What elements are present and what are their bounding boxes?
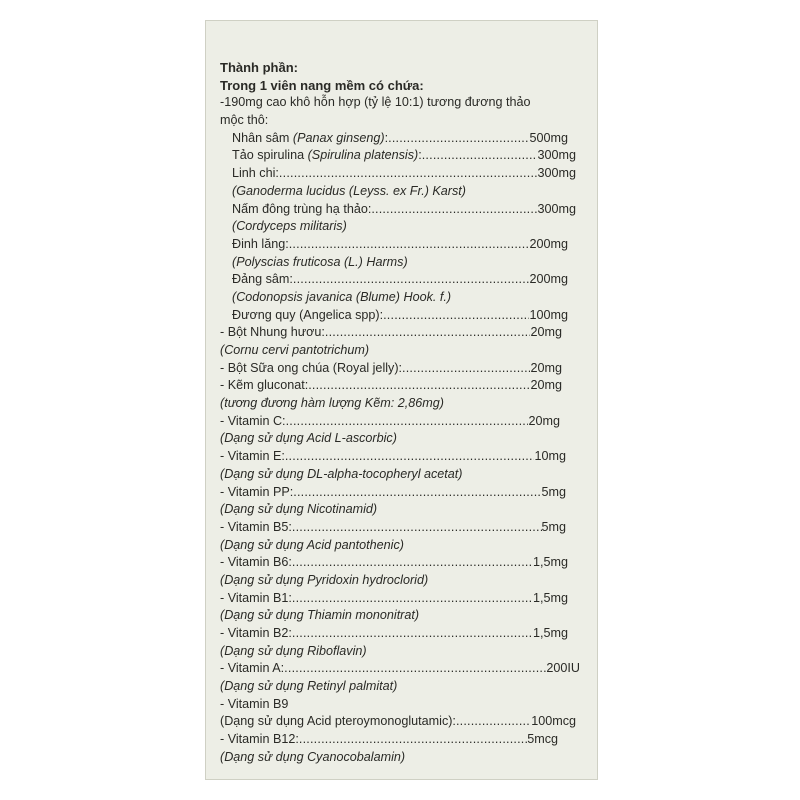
ingredient-amount: 5mcg: [527, 732, 558, 747]
ingredient-note: (Dạng sử dụng Thiamin mononitrat): [220, 608, 420, 623]
ingredient-note: (Cornu cervi pantotrichum): [220, 343, 370, 357]
ingredient-row: Nhân sâm (Panax ginseng): ..... 500mg: [220, 130, 582, 148]
ingredient-row: - Vitamin B5: ..... 5mg: [220, 519, 582, 537]
ingredient-row: (Dạng sử dụng Acid pteroymonoglutamic): ..... 100mcg: [220, 713, 582, 731]
ingredient-row: - Vitamin B2: ..... 1,5mg: [220, 625, 582, 643]
ingredient-amount: 1,5mg: [532, 590, 568, 605]
ingredients-heading: Thành phần:: [220, 60, 298, 75]
ingredient-note: (Dạng sử dụng Pyridoxin hydroclorid): [220, 572, 429, 587]
extract-intro-line-1: -190mg cao khô hỗn hợp (tỷ lệ 10:1) tương đương thảo: [220, 95, 531, 110]
ingredient-amount: 20mg: [530, 360, 562, 375]
ingredient-row: - Vitamin B1: ..... 1,5mg: [220, 590, 582, 608]
ingredient-row: - Vitamin E: ..... 10mg: [220, 448, 582, 466]
ingredient-amount: 5mg: [541, 484, 566, 499]
ingredient-note: (Polyscias fruticosa (L.) Harms): [232, 254, 408, 269]
ingredient-amount: 10mg: [534, 449, 566, 464]
capsule-subheading: Trong 1 viên nang mềm có chứa:: [220, 77, 424, 93]
ingredient-note: (Ganoderma lucidus (Leyss. ex Fr.) Karst): [232, 183, 466, 198]
ingredient-amount: 300mg: [537, 166, 576, 181]
ingredient-note: (Dạng sử dụng Acid pantothenic): [220, 537, 404, 552]
ingredient-amount: 300mg: [537, 201, 576, 216]
ingredient-row: Tảo spirulina (Spirulina platensis): ..... 300mg: [220, 147, 582, 165]
ingredient-amount: 20mg: [528, 413, 560, 428]
ingredient-note: (Dạng sử dụng Nicotinamid): [220, 502, 378, 517]
ingredient-amount: 100mg: [529, 307, 568, 322]
ingredient-note: (tương đương hàm lượng Kẽm: 2,86mg): [220, 396, 444, 411]
ingredient-row: - Vitamin PP: ..... 5mg: [220, 484, 582, 502]
ingredient-amount: 200mg: [529, 272, 568, 287]
ingredient-amount: 200IU: [546, 661, 580, 676]
ingredient-amount: 500mg: [529, 130, 568, 145]
ingredient-row: Nấm đông trùng hạ thảo: ..... 300mg: [220, 201, 582, 219]
ingredient-row: - Bột Sữa ong chúa (Royal jelly): ..... 20mg: [220, 360, 582, 378]
ingredient-amount: 20mg: [530, 378, 562, 393]
ingredient-row: - Vitamin A: ..... 200IU: [220, 660, 582, 678]
ingredient-row: Linh chi: ..... 300mg: [220, 165, 582, 183]
ingredient-row: - Vitamin B6: ..... 1,5mg: [220, 554, 582, 572]
ingredient-row: Đinh lăng: ..... 200mg: [220, 236, 582, 254]
ingredient-list: [220, 59, 582, 767]
ingredient-amount: 300mg: [537, 148, 576, 163]
ingredient-row: Đảng sâm: ..... 200mg: [220, 271, 582, 289]
ingredient-row: - Vitamin C: ..... 20mg: [220, 413, 582, 431]
ingredient-note: (Codonopsis javanica (Blume) Hook. f.): [232, 289, 452, 304]
ingredient-note: (Dạng sử dụng Retinyl palmitat): [220, 679, 398, 694]
ingredient-amount: 20mg: [530, 325, 562, 340]
ingredient-row: - Kẽm gluconat: ..... 20mg: [220, 377, 582, 395]
ingredient-note: (Dạng sử dụng Cyanocobalamin): [220, 749, 406, 764]
ingredient-note: (Dạng sử dụng Acid L-ascorbic): [220, 431, 397, 446]
ingredient-amount: 200mg: [529, 236, 568, 251]
ingredient-amount: 1,5mg: [532, 626, 568, 640]
ingredient-note: (Dạng sử dụng Riboflavin): [220, 643, 367, 658]
ingredient-amount: 5mg: [541, 519, 566, 534]
ingredient-amount: 1,5mg: [532, 555, 568, 570]
vitamin-b9-title: - Vitamin B9: [220, 696, 289, 711]
ingredient-row: - Vitamin B12: ..... 5mcg: [220, 731, 582, 749]
ingredient-amount: 100mcg: [531, 714, 576, 729]
extract-intro-line-2: mộc thô:: [220, 113, 269, 128]
ingredient-note: (Dạng sử dụng DL-alpha-tocopheryl acetat): [220, 466, 463, 481]
ingredient-row: - Bột Nhung hươu: ..... 20mg: [220, 324, 582, 342]
ingredient-label: [205, 20, 598, 780]
ingredient-note: (Cordyceps militaris): [232, 219, 347, 234]
ingredient-row: Đương quy (Angelica spp): ..... 100mg: [220, 307, 582, 325]
